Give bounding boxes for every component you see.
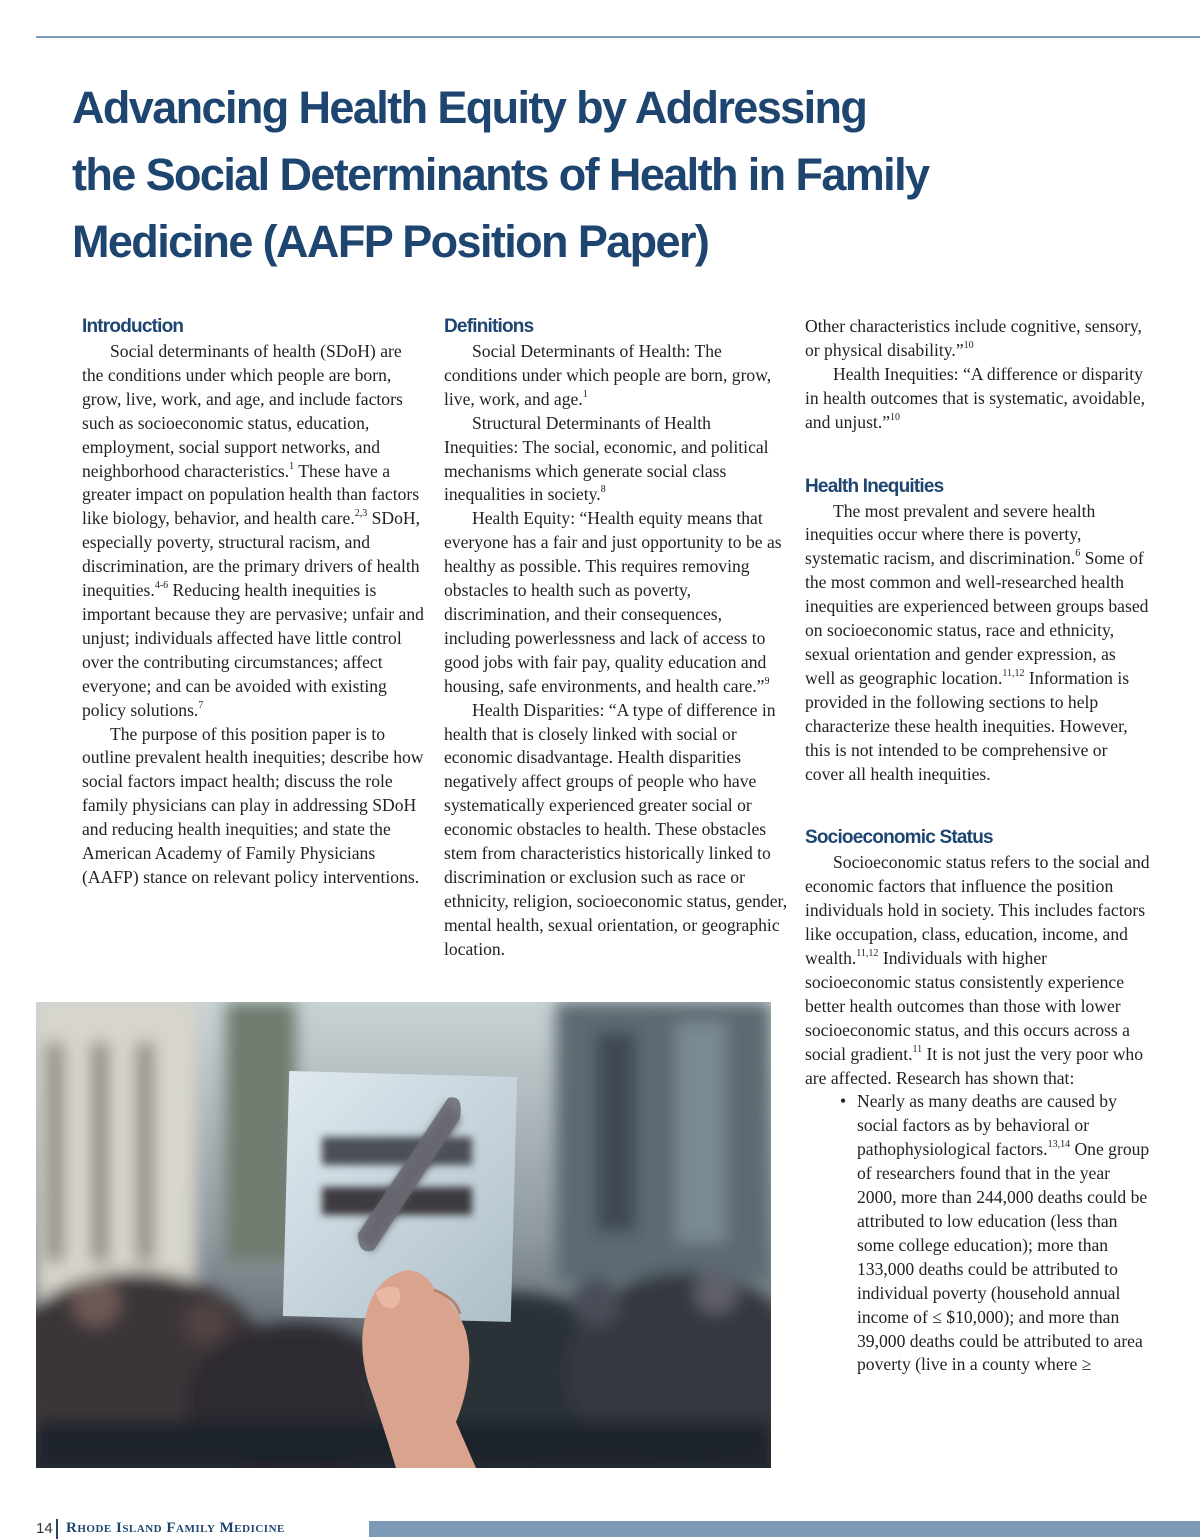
title-line-2: the Social Determinants of Health in Family [72, 149, 929, 200]
page-number: 14 [36, 1520, 53, 1537]
socioeconomic-paragraph: Socioeconomic status refers to the social and economic factors that influence the position individuals hold in society. This includes factors like occupation, class, education, income, and wealth.$^{11,12}$ Individuals with higher socioeconomic status consistently experience better health outcomes than those with lower socioeconomic status, and this occurs across a social gradient.$^{11}$ It is not just the very poor who are affected. Research has shown that: [805, 852, 1150, 1088]
intro-paragraph-1: Social determinants of health (SDoH) are the conditions under which people are born, grow, live, work, and age, and include factors such as socioeconomic status, education, employment, social support networks, and neighborhood characteristics.$^1$ These have a greater impact on population health than factors like biology, behavior, and health care.$^{2,3}$ SDoH, especially poverty, structural racism, and discrimination, are the primary drivers of health inequities.$^{4-6}$ Reducing health inequities is important because they are pervasive; unfair and unjust; individuals affected have little control over the contributing circumstances; affect everyone; and can be avoided with existing policy solutions.$^7$ [82, 341, 424, 720]
bullet-item: • Nearly as many deaths are caused by social factors as by behavioral or pathophysiological factors.$^{13,14}$ One group of researchers found that in the year 2000, more than 244,000 deaths could be attributed to low education (less than some college education); more than 133,000 deaths could be attributed to individual poverty (household annual income of ≤ $10,000); and more than 39,000 deaths could be attributed to area poverty (live in a county where ≥ [840, 1091, 1150, 1375]
column-health-inequities [805, 315, 1150, 1377]
publication-name: Rhode Island Family Medicine [66, 1520, 285, 1536]
definition-health-inequities: Health Inequities: “A difference or disparity in health outcomes that is systematic, avoidable, and unjust.”$^{10}$ [805, 363, 1146, 432]
heading-socioeconomic-status: Socioeconomic Status [805, 827, 993, 849]
photo-not-equal-sign [36, 1002, 771, 1468]
disparities-continued: Other characteristics include cognitive, sensory, or physical disability.”$^{10}$ [805, 316, 1142, 360]
definition-sdoh: Social Determinants of Health: The conditions under which people are born, grow, live, work, and age.$^1$ [444, 341, 772, 409]
title-line-1: Advancing Health Equity by Addressing [72, 82, 867, 133]
bullet-icon: • [840, 1091, 847, 1112]
definition-structural: Structural Determinants of Health Inequities: The social, economic, and political mechanisms which generate social class inequalities in society.$^8$ [444, 412, 769, 505]
article-title [72, 74, 1072, 275]
title-line-3: Medicine (AAFP Position Paper) [72, 216, 709, 267]
definition-health-disparities: Health Disparities: “A type of difference in health that is closely linked with social or economic disadvantage. Health disparities negatively affect groups of people who have systematically experienced greater social or economic obstacles to health. These obstacles stem from characteristics historically linked to discrimination or exclusion such as race or ethnicity, religion, socioeconomic status, gender, mental health, sexual orientation, or geographic location. [444, 699, 788, 959]
heading-health-inequities: Health Inequities [805, 475, 944, 497]
footer-separator [56, 1519, 58, 1539]
research-bullets [805, 1090, 1150, 1377]
top-rule [36, 36, 1200, 38]
heading-introduction: Introduction [82, 316, 184, 337]
definition-health-equity: Health Equity: “Health equity means that everyone has a fair and just opportunity to be as healthy as possible. This requires removing obstacles to health such as poverty, discrimination, and their consequences, including powerlessness and lack of access to good jobs with fair pay, quality education and housing, safe environments, and health care.”$^9$ [444, 508, 782, 696]
intro-paragraph-2: The purpose of this position paper is to outline prevalent health inequities; describe how social factors impact health; discuss the role family physicians can play in addressing SDoH and reducing health inequities; and state the American Academy of Family Physicians (AAFP) stance on relevant policy interventions. [82, 723, 424, 887]
health-inequities-paragraph: The most prevalent and severe health inequities occur where there is poverty, systematic racism, and discrimination.$^6$ Some of the most common and well-researched health inequities are experienced between groups based on socioeconomic status, race and ethnicity, sexual orientation and gender expression, as well as geographic location.$^{11,12}$ Information is provided in the following sections to help characterize these health inequities. However, this is not intended to be comprehensive or cover all health inequities. [805, 500, 1149, 784]
column-definitions [444, 313, 789, 962]
footer-bar [369, 1521, 1200, 1537]
column-introduction [82, 313, 427, 890]
heading-definitions: Definitions [444, 316, 534, 337]
